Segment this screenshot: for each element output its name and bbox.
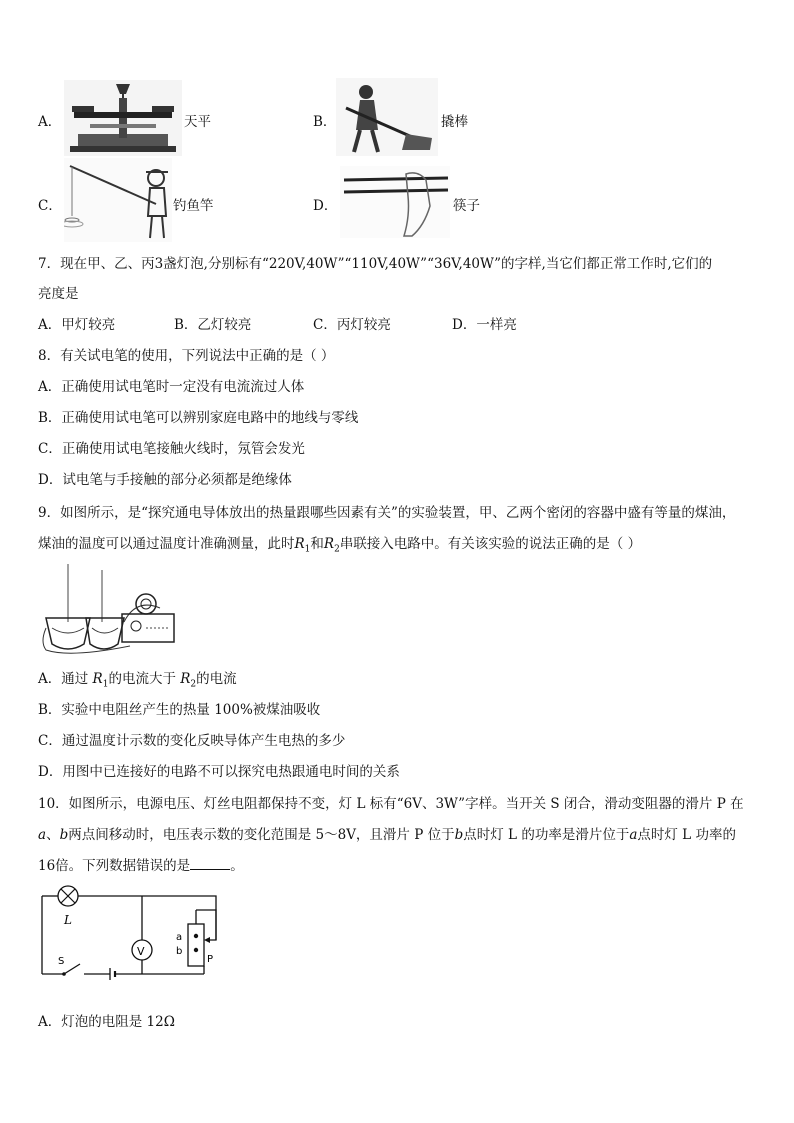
q6-option-a-label: 天平	[184, 114, 211, 130]
balance-scale-figure	[64, 80, 182, 156]
q10-option-a: A．灯泡的电阻是 12Ω	[38, 1014, 175, 1030]
q9-option-b: B．实验中电阻丝产生的热量 100%被煤油吸收	[38, 702, 321, 718]
circuit-label-a: a	[176, 932, 183, 943]
q10-line3: 16倍。下列数据错误的是 。	[38, 858, 244, 874]
q6-option-d-letter: D．	[313, 198, 338, 214]
q6-option-b-letter: B．	[313, 114, 337, 130]
circuit-label-l: L	[64, 913, 72, 927]
q8-option-b: B．正确使用试电笔可以辨别家庭电路中的地线与零线	[38, 410, 359, 426]
q9-option-c: C．通过温度计示数的变化反映导体产生电热的多少	[38, 733, 346, 749]
q8-option-c: C．正确使用试电笔接触火线时，氖管会发光	[38, 441, 305, 457]
q9-stem-line2: 煤油的温度可以通过温度计准确测量，此时$R_1$和$R_2$串联接入电路中。有关该实验的说法正确的是（ ）	[38, 536, 642, 555]
q7-option-a: A．甲灯较亮	[38, 317, 116, 333]
q6-option-c-letter: C．	[38, 198, 62, 214]
q9-option-a: A．通过 $R_1$的电流大于 $R_2$的电流	[38, 671, 237, 690]
q6-option-c-label: 钓鱼竿	[173, 198, 214, 214]
chopsticks-figure	[340, 166, 450, 238]
circuit-label-b: b	[176, 946, 183, 957]
q7-option-b: B．乙灯较亮	[174, 317, 252, 333]
answer-blank[interactable]	[190, 857, 230, 870]
q10-line1: 10．如图所示，电源电压、灯丝电阻都保持不变，灯 L 标有“6V、3W”字样。当开关 S 闭合，滑动变阻器的滑片 P 在	[38, 796, 744, 812]
q6-option-a-letter: A．	[38, 114, 62, 130]
q9-stem-line1: 9．如图所示，是“探究通电导体放出的热量跟哪些因素有关”的实验装置，甲、乙两个密闭的容器中盛有等量的煤油，	[38, 505, 736, 521]
q9-option-d: D．用图中已连接好的电路不可以探究电热跟通电时间的关系	[38, 764, 400, 780]
fishing-rod-figure	[64, 158, 172, 242]
q7-stem-line1: 7．现在甲、乙、丙3盏灯泡,分别标有“220V,40W”“110V,40W”“36V,40W”的字样,当它们都正常工作时,它们的	[38, 256, 713, 272]
q6-option-d-label: 筷子	[453, 198, 480, 214]
q8-option-d: D．试电笔与手接触的部分必须都是绝缘体	[38, 472, 292, 488]
q8-option-a: A．正确使用试电笔时一定没有电流流过人体	[38, 379, 305, 395]
circuit-label-p: P	[207, 954, 214, 965]
joule-heating-apparatus-figure	[40, 562, 176, 658]
q8-stem: 8．有关试电笔的使用，下列说法中正确的是（ ）	[38, 348, 335, 364]
q7-stem-line2: 亮度是	[38, 286, 79, 302]
q6-option-b-label: 撬棒	[441, 114, 468, 130]
circuit-diagram	[36, 880, 226, 998]
q7-option-c: C．丙灯较亮	[313, 317, 391, 333]
q10-line2: a、b两点间移动时，电压表示数的变化范围是 5～8V，且滑片 P 位于b点时灯 L 的功率是滑片位于a点时灯 L 功率的	[38, 827, 736, 843]
circuit-label-v: V	[137, 945, 145, 958]
circuit-label-s: S	[58, 956, 65, 967]
q7-option-d: D．一样亮	[452, 317, 517, 333]
crowbar-figure	[336, 78, 438, 156]
